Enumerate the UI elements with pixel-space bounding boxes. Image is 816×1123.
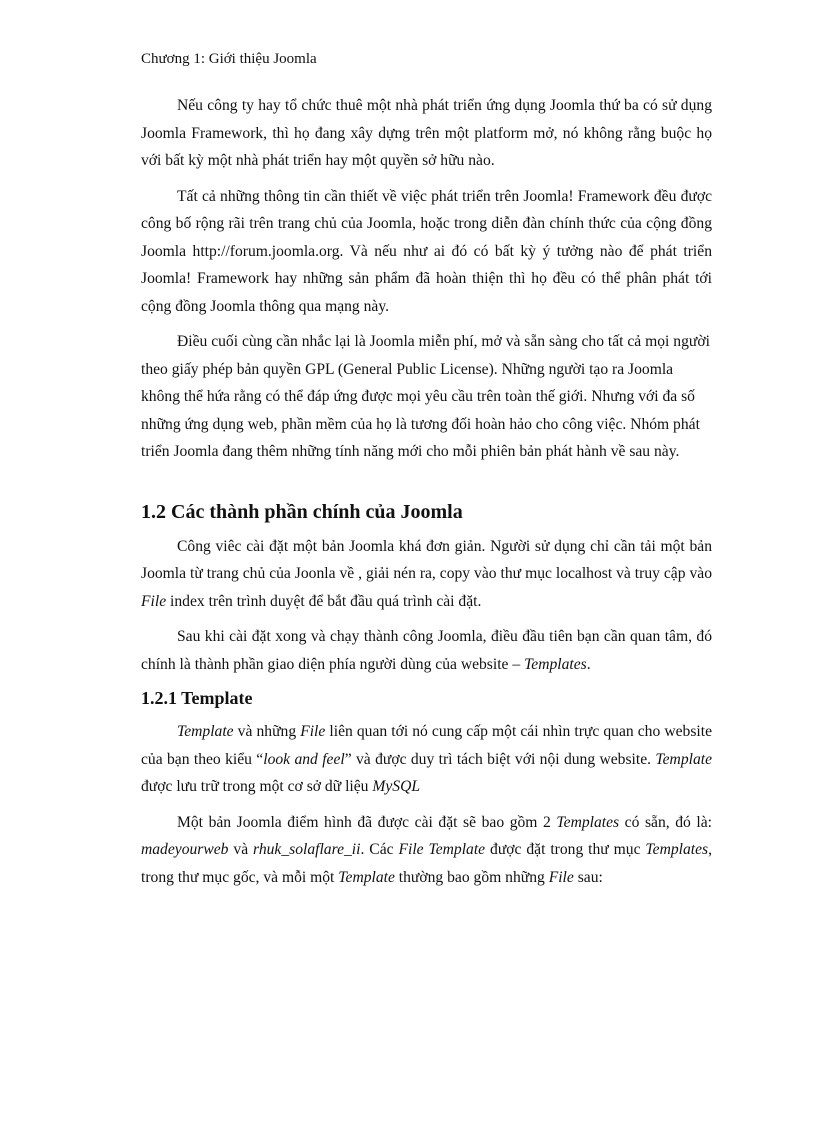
text-run: có sẵn, đó là: [619, 813, 712, 831]
italic-term: File [300, 723, 326, 740]
running-header: Chương 1: Giới thiệu Joomla [141, 51, 317, 67]
italic-term: Template [655, 750, 712, 768]
section-heading-1-2: 1.2 Các thành phần chính của Joomla [141, 500, 463, 523]
text-run: liên quan tới nó cung cấp một cái nhìn trực quan cho website của bạn theo kiểu “ [141, 723, 712, 768]
italic-term: Templates [556, 813, 620, 831]
italic-term: File [141, 592, 167, 610]
text-run: . Các [360, 841, 399, 858]
body-text [141, 92, 712, 899]
text-run: . [586, 655, 591, 673]
text-run: Sau khi cài đặt xong và chạy thành công Joomla, điều đầu tiên bạn cần quan tâm, đó chính là thành phần giao diện phía người dùng của website – [141, 628, 712, 673]
italic-term: madeyourweb [141, 841, 229, 858]
italic-term: Templates [645, 841, 709, 858]
text-run: Một bản Joomla điểm hình đã được cài đặt sẽ bao gồm 2 [177, 813, 557, 831]
text-run: được đặt trong thư mục [485, 841, 646, 858]
text-run: Công viêc cài đặt một bản Joomla khá đơn giản. Người sử dụng chỉ cần tải một bản Joomla từ trang chủ của Joonla về , giải nén ra, copy vào thư mục localhost và truy cập vào [141, 537, 712, 582]
section-1-2-paragraph-2 [141, 623, 712, 678]
intro-paragraph-3: Điều cuối cùng cần nhắc lại là Joomla miễn phí, mở và sẵn sàng cho tất cả mọi người theo giấy phép bản quyền GPL (General Public License). Những người tạo ra Joomla không thể hứa rằng có thể đáp ứng được mọi yêu cầu trên toàn thế giới. Nhưng với đa số những ứng dụng web, phần mềm của họ là tương đối hoàn hảo cho công việc. Nhóm phát triển Joomla đang thêm những tính năng mới cho mỗi phiên bản phát hành về sau này. [141, 333, 710, 460]
italic-term: MySQL [372, 778, 421, 795]
italic-term: File [548, 868, 574, 886]
italic-term: Template [177, 723, 234, 740]
text-run: , trong thư mục gốc, và mỗi một [141, 841, 712, 886]
italic-term: Template [338, 868, 395, 886]
intro-paragraph-2: Tất cả những thông tin cần thiết về việc phát triển trên Joomla! Framework đều được công bố rộng rãi trên trang chủ của Joomla, hoặc trong diễn đàn chính thức của cộng đồng Joomla http://forum.joomla.org. Và nếu như ai đó có bất kỳ ý tưởng nào để phát triển Joomla! Framework hay những sản phẩm đã hoàn thiện thì họ đều có thể phân phát tới cộng đồng Joomla thông qua mạng này. [141, 187, 712, 315]
text-run: thường bao gồm những [394, 868, 549, 886]
section-1-2-1-paragraph-2 [141, 809, 712, 892]
text-run: và những [233, 723, 301, 740]
italic-term: File Template [398, 841, 486, 858]
section-heading-1-2-1: 1.2.1 Template [141, 688, 253, 708]
italic-term: Templates [524, 655, 587, 673]
text-run: sau: [573, 868, 603, 886]
section-1-2-paragraph-1 [141, 533, 712, 616]
text-run: được lưu trữ trong một cơ sở dữ liệu [141, 778, 373, 795]
text-run: index trên trình duyệt để bắt đầu quá trình cài đặt. [166, 592, 482, 610]
text-run: và [228, 841, 254, 858]
intro-paragraph-1: Nếu công ty hay tổ chức thuê một nhà phát triển ứng dụng Joomla thứ ba có sử dụng Joomla Framework, thì họ đang xây dựng trên một platform mở, nó không rằng buộc họ với bất kỳ một nhà phát triển hay một quyền sở hữu nào. [141, 97, 712, 169]
text-run: ” và được duy trì tách biệt với nội dung website. [344, 750, 656, 768]
section-1-2-1-paragraph-1 [141, 718, 712, 801]
italic-term: look and feel [263, 750, 345, 768]
italic-term: rhuk_solaflare_ii [253, 841, 361, 858]
